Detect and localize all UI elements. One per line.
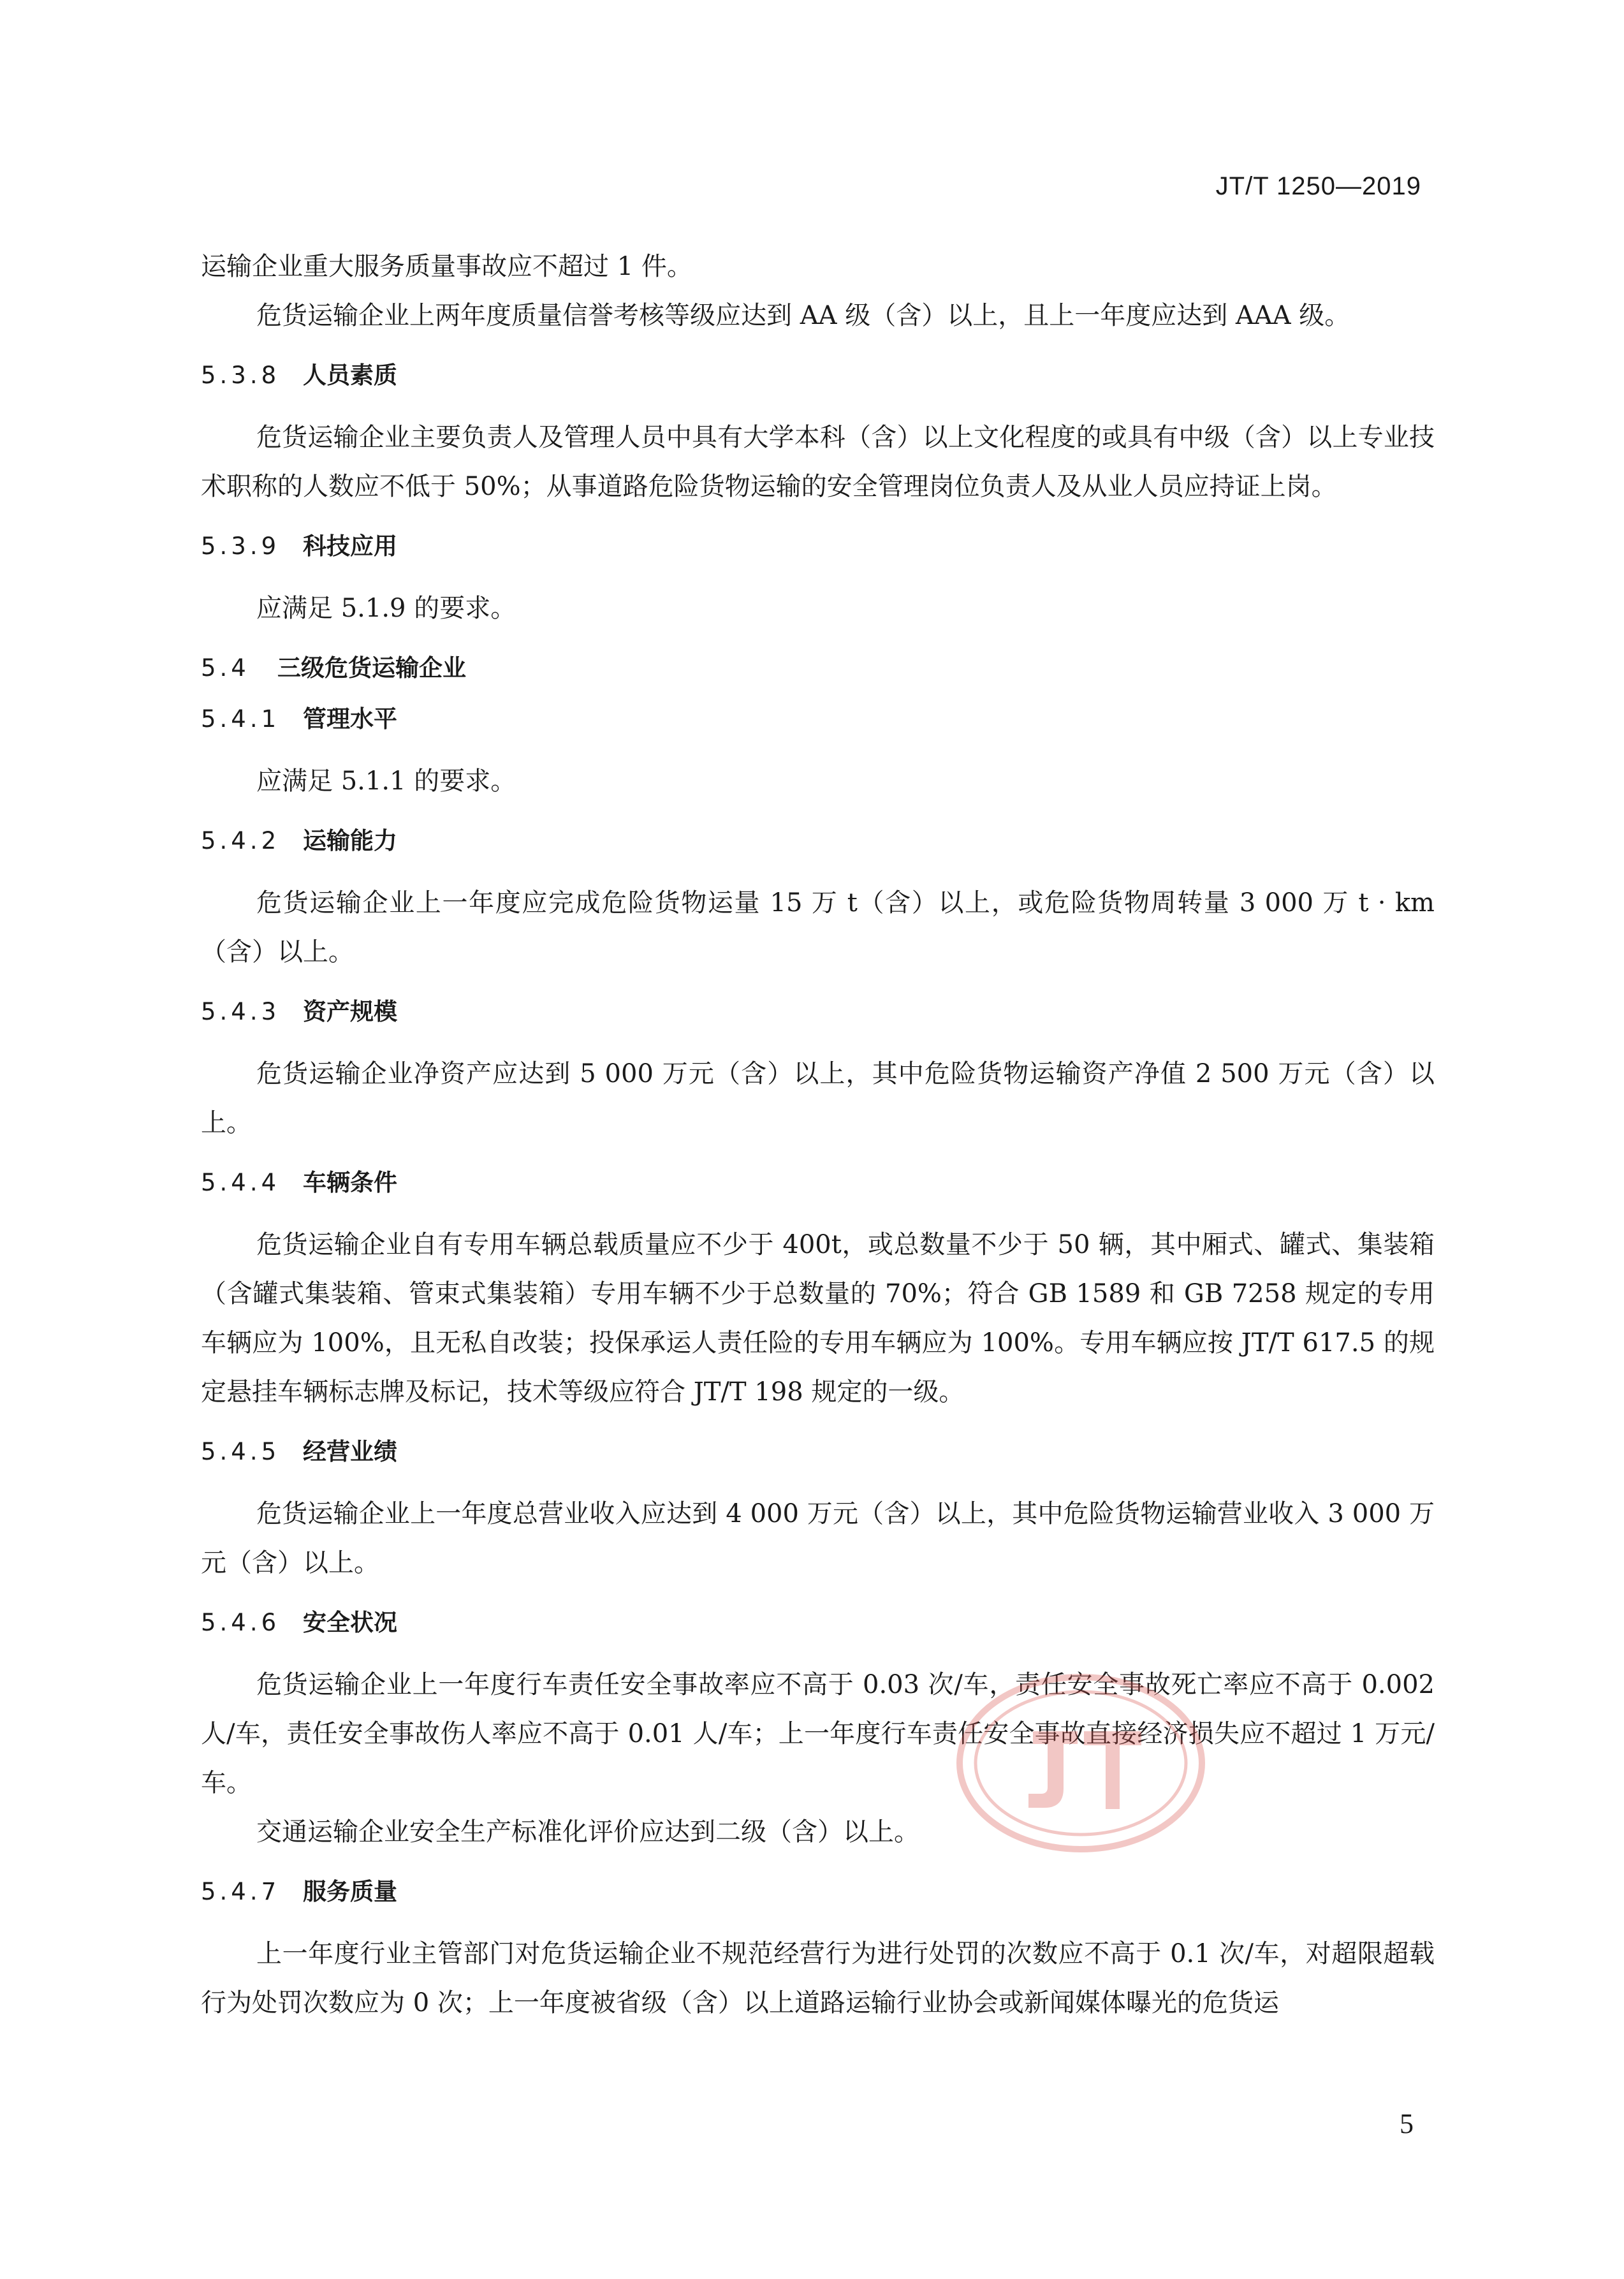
paragraph: 危货运输企业上一年度行车责任安全事故率应不高于 0.03 次/车，责任安全事故死亡率应不高于 0.002 人/车，责任安全事故伤人率应不高于 0.01 人/车；上一年度行车责任安全事故直接经济损失应不超过 1 万元/车。 [201,1670,1435,1798]
section-title: 服务质量 [303,1878,397,1905]
standard-code: JT/T 1250—2019 [1215,172,1421,200]
section-heading [201,1876,1435,1908]
section-title: 经营业绩 [303,1438,397,1465]
paragraph: 危货运输企业上一年度应完成危险货物运量 15 万 t（含）以上，或危险货物周转量 3 000 万 t · km（含）以上。 [201,888,1435,967]
paragraph: 交通运输企业安全生产标准化评价应达到二级（含）以上。 [256,1817,919,1847]
section-title: 人员素质 [303,362,397,389]
section-title: 运输能力 [303,827,397,854]
paragraph: 危货运输企业上一年度总营业收入应达到 4 000 万元（含）以上，其中危险货物运输营业收入 3 000 万元（含）以上。 [201,1499,1435,1578]
section-number: 5.4.5 [201,1438,281,1465]
section-heading [201,825,1435,857]
section-title: 管理水平 [303,705,397,733]
section-number: 5.4 [201,654,250,682]
section-title: 资产规模 [303,998,397,1025]
section-heading [201,652,1435,684]
paragraph: 危货运输企业上两年度质量信誉考核等级应达到 AA 级（含）以上，且上一年度应达到 AAA 级。 [256,301,1350,330]
section-heading [201,1167,1435,1199]
section-number: 5.3.9 [201,532,281,560]
section-heading [201,996,1435,1028]
section-heading [201,531,1435,562]
paragraph: 运输企业重大服务质量事故应不超过 1 件。 [201,252,692,281]
section-heading [201,360,1435,392]
section-number: 5.3.8 [201,362,281,389]
section-heading [201,703,1435,735]
section-number: 5.4.2 [201,827,281,854]
paragraph: 应满足 5.1.9 的要求。 [256,594,516,623]
section-title: 车辆条件 [303,1169,397,1196]
document-body [201,242,1435,2028]
paragraph: 应满足 5.1.1 的要求。 [256,766,516,796]
page-number: 5 [1400,2108,1414,2139]
section-number: 5.4.3 [201,998,281,1025]
jt-seal-watermark [953,1671,1208,1856]
section-number: 5.4.7 [201,1878,281,1905]
section-heading [201,1607,1435,1639]
paragraph: 危货运输企业自有专用车辆总载质量应不少于 400t，或总数量不少于 50 辆，其中厢式、罐式、集装箱（含罐式集装箱、管束式集装箱）专用车辆不少于总数量的 70%；符合 GB 1589 和 GB 7258 规定的专用车辆应为 100%，且无私自改装；投保承运人责任险的专用车辆应为 100%。专用车辆应按 JT/T 617.5 的规定悬挂车辆标志牌及标记，技术等级应符合 JT/T 198 规定的一级。 [201,1230,1435,1407]
section-title: 科技应用 [303,532,397,560]
section-title: 三级危货运输企业 [277,654,466,682]
paragraph: 危货运输企业净资产应达到 5 000 万元（含）以上，其中危险货物运输资产净值 2 500 万元（含）以上。 [201,1059,1435,1138]
paragraph: 上一年度行业主管部门对危货运输企业不规范经营行为进行处罚的次数应不高于 0.1 次/车，对超限超载行为处罚次数应为 0 次；上一年度被省级（含）以上道路运输行业协会或新闻媒体曝光的危货运 [201,1939,1435,2018]
section-number: 5.4.1 [201,705,281,733]
paragraph: 危货运输企业主要负责人及管理人员中具有大学本科（含）以上文化程度的或具有中级（含）以上专业技术职称的人数应不低于 50%；从事道路危险货物运输的安全管理岗位负责人及从业人员应持证上岗。 [201,423,1435,501]
section-number: 5.4.4 [201,1169,281,1196]
section-heading [201,1436,1435,1468]
section-title: 安全状况 [303,1609,397,1636]
section-number: 5.4.6 [201,1609,281,1636]
